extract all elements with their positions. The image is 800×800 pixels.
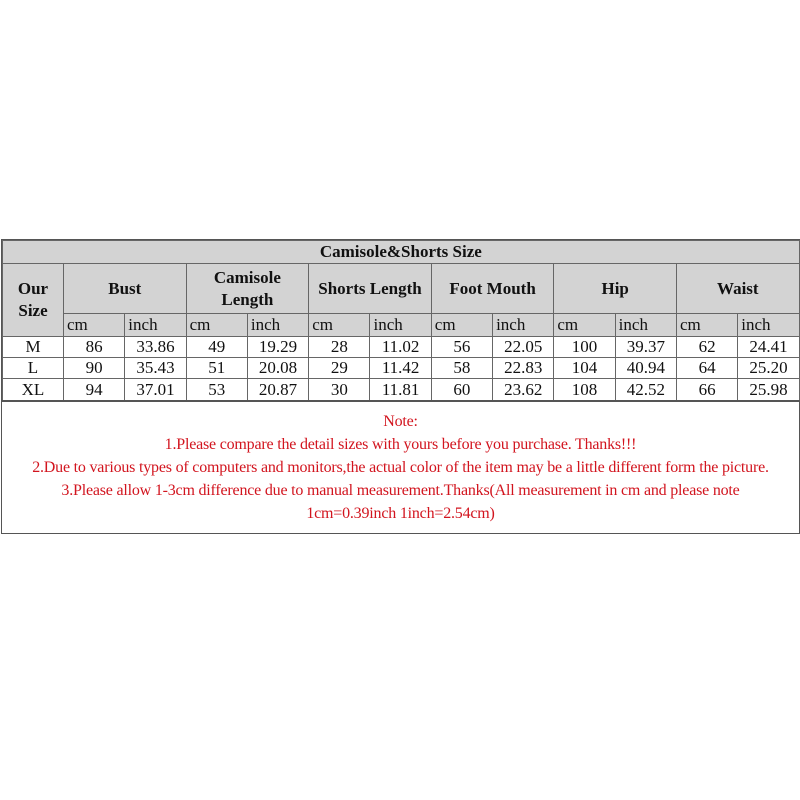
value-cell: 108	[554, 379, 615, 402]
value-cell: 60	[431, 379, 492, 402]
table-row	[3, 379, 800, 402]
unit-header: cm	[676, 314, 737, 337]
size-cell: L	[3, 358, 64, 379]
value-cell: 19.29	[247, 337, 308, 358]
group-header: Shorts Length	[309, 264, 432, 314]
size-cell: XL	[3, 379, 64, 402]
unit-header: inch	[493, 314, 554, 337]
note-heading: Note:	[383, 413, 418, 430]
value-cell: 33.86	[125, 337, 186, 358]
value-cell: 49	[186, 337, 247, 358]
table-title: Camisole&Shorts Size	[3, 241, 800, 264]
group-header: Bust	[64, 264, 187, 314]
unit-header: cm	[186, 314, 247, 337]
value-cell: 104	[554, 358, 615, 379]
value-cell: 23.62	[493, 379, 554, 402]
group-header: Camisole Length	[186, 264, 309, 314]
unit-header: cm	[309, 314, 370, 337]
note-item: 3.Please allow 1-3cm difference due to manual measurement.Thanks(All measurement in cm and please note 1cm=0.39inch 1inch=2.54cm)	[61, 482, 740, 522]
value-cell: 30	[309, 379, 370, 402]
unit-header: inch	[370, 314, 431, 337]
value-cell: 94	[64, 379, 125, 402]
table-row	[3, 337, 800, 358]
value-cell: 62	[676, 337, 737, 358]
group-header: Foot Mouth	[431, 264, 554, 314]
value-cell: 25.98	[738, 379, 799, 402]
value-cell: 20.87	[247, 379, 308, 402]
value-cell: 58	[431, 358, 492, 379]
value-cell: 35.43	[125, 358, 186, 379]
unit-header: cm	[64, 314, 125, 337]
value-cell: 11.42	[370, 358, 431, 379]
notes-section	[2, 402, 799, 533]
table-row	[3, 358, 800, 379]
unit-header: cm	[431, 314, 492, 337]
unit-header: inch	[738, 314, 799, 337]
value-cell: 66	[676, 379, 737, 402]
value-cell: 22.83	[493, 358, 554, 379]
size-table	[2, 240, 800, 402]
value-cell: 24.41	[738, 337, 799, 358]
unit-header: inch	[247, 314, 308, 337]
note-item: 1.Please compare the detail sizes with yours before you purchase. Thanks!!!	[164, 436, 637, 453]
value-cell: 90	[64, 358, 125, 379]
value-cell: 56	[431, 337, 492, 358]
value-cell: 86	[64, 337, 125, 358]
value-cell: 39.37	[615, 337, 676, 358]
unit-header: cm	[554, 314, 615, 337]
value-cell: 64	[676, 358, 737, 379]
value-cell: 28	[309, 337, 370, 358]
value-cell: 51	[186, 358, 247, 379]
size-header: Our Size	[3, 264, 64, 337]
group-header: Waist	[676, 264, 799, 314]
value-cell: 37.01	[125, 379, 186, 402]
size-cell: M	[3, 337, 64, 358]
value-cell: 22.05	[493, 337, 554, 358]
value-cell: 11.81	[370, 379, 431, 402]
group-header: Hip	[554, 264, 677, 314]
size-chart	[1, 239, 800, 534]
value-cell: 11.02	[370, 337, 431, 358]
value-cell: 100	[554, 337, 615, 358]
value-cell: 29	[309, 358, 370, 379]
value-cell: 42.52	[615, 379, 676, 402]
value-cell: 40.94	[615, 358, 676, 379]
note-item: 2.Due to various types of computers and monitors,the actual color of the item may be a little different form the picture.	[32, 459, 769, 476]
value-cell: 20.08	[247, 358, 308, 379]
unit-header: inch	[125, 314, 186, 337]
value-cell: 25.20	[738, 358, 799, 379]
value-cell: 53	[186, 379, 247, 402]
unit-header: inch	[615, 314, 676, 337]
